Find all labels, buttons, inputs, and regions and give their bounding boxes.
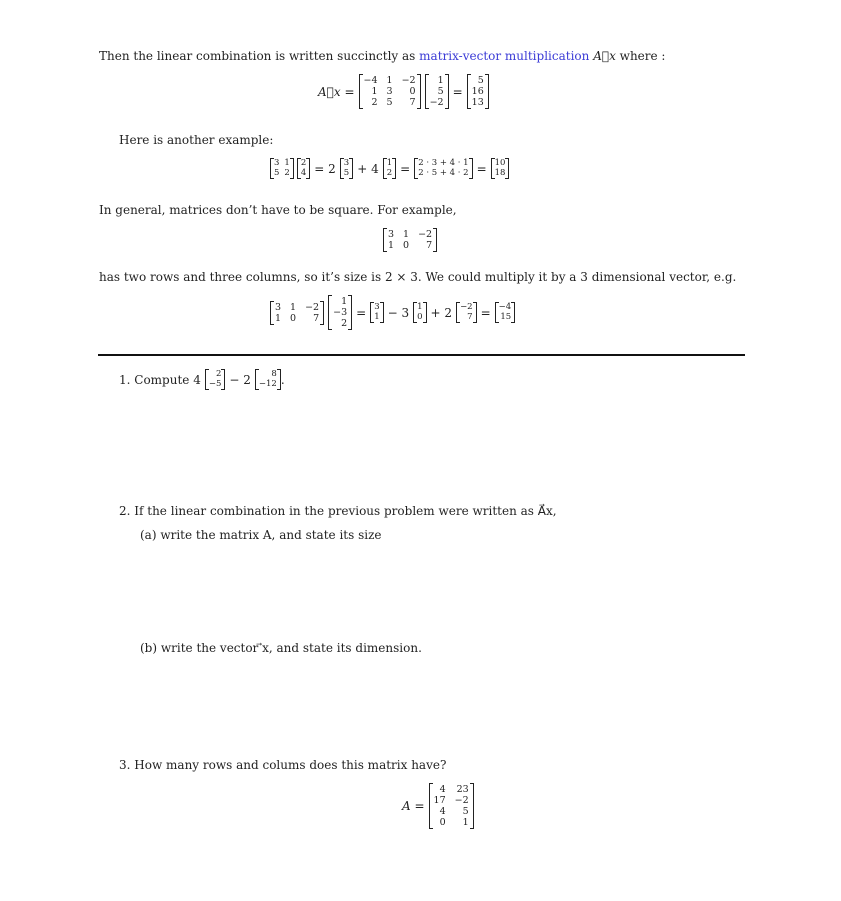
matrix-cell: −2: [305, 301, 320, 313]
equation-2: [270, 158, 509, 179]
problem-3-matrix-eq: [398, 783, 474, 829]
matrix-cell: 2: [284, 167, 290, 178]
rect-matrix: [383, 228, 437, 252]
p3-matrix: [429, 783, 474, 829]
eq3-col1: [370, 302, 383, 323]
eq1-lhs: A⃗x =: [318, 84, 355, 99]
eq3-minus3: − 3: [387, 305, 410, 320]
eq2-eq3: =: [476, 161, 487, 176]
matrix-cell: 8: [271, 369, 277, 379]
problem-2-stem: 2. If the linear combination in the previous problem were written as A⃗x,: [119, 504, 557, 518]
matrix-cell: 1: [462, 817, 469, 828]
matrix-cell: 1: [417, 302, 423, 312]
matrix-cell: 1: [437, 75, 444, 86]
problem-1: [119, 369, 285, 390]
eq3-result: [495, 302, 516, 323]
p1-vector-2: [255, 369, 281, 390]
eq2-plus: + 4: [357, 161, 379, 176]
eq3-eq2: =: [480, 305, 491, 320]
matrix-cell: 0: [403, 240, 410, 251]
problem-3-stem: 3. How many rows and colums does this matrix have?: [119, 758, 447, 772]
matrix-cell: 2: [386, 167, 393, 178]
matrix-cell: 1: [386, 75, 393, 86]
eq1-vector-b: [467, 74, 489, 109]
matrix-cell: 3: [343, 158, 350, 168]
rect-matrix-eq: [383, 228, 437, 252]
p1-end: .: [280, 372, 285, 387]
matrix-cell: 7: [409, 97, 416, 108]
eq2-eq1: = 2: [314, 161, 336, 176]
matrix-cell: 7: [426, 240, 433, 251]
matrix-cell: 5: [343, 167, 350, 178]
p1-label: 1. Compute 4: [119, 372, 201, 387]
eq3-col2: [413, 302, 426, 323]
matrix-cell: 4: [439, 784, 446, 795]
matrix-cell: −4: [363, 75, 378, 86]
matrix-cell: 2 · 3 + 4 · 1: [418, 158, 469, 168]
matrix-cell: 5: [274, 167, 280, 178]
matrix-cell: −2: [460, 302, 473, 312]
section-divider: [98, 354, 745, 356]
matrix-cell: 0: [417, 311, 423, 322]
matrix-cell: −5: [208, 378, 222, 389]
eq2-matrix: [270, 158, 294, 179]
matrix-cell: 0: [409, 86, 416, 97]
matrix-cell: 7: [313, 312, 320, 324]
matrix-cell: 13: [471, 97, 484, 108]
matrix-cell: 3: [388, 229, 395, 240]
matrix-cell: 5: [437, 86, 444, 97]
equation-3: [270, 295, 515, 330]
general-text: In general, matrices don’t have to be square. For example,: [99, 203, 457, 217]
matrix-cell: 1: [403, 229, 410, 240]
matrix-cell: 1: [341, 296, 348, 307]
intro-ax: A⃗x: [593, 49, 616, 63]
matrix-cell: 4: [300, 167, 307, 178]
eq2-vector: [297, 158, 310, 179]
p1-vector-1: [205, 369, 226, 390]
intro-pre: Then the linear combination is written succinctly as: [99, 49, 416, 63]
eq1-matrix-a: [359, 74, 421, 109]
matrix-cell: 3: [386, 86, 393, 97]
matrix-cell: 1: [371, 86, 378, 97]
matrix-cell: 1: [290, 301, 297, 313]
matrix-cell: 1: [388, 240, 395, 251]
matrix-cell: −2: [418, 229, 433, 240]
eq2-mid: [414, 158, 472, 179]
matrix-cell: 4: [439, 806, 446, 817]
matrix-cell: 15: [500, 311, 512, 322]
problem-2a: (a) write the matrix A, and state its size: [140, 528, 382, 542]
eq3-col3: [456, 302, 477, 323]
matrix-cell: 7: [467, 311, 473, 322]
eq2-eq2: =: [400, 161, 411, 176]
matrix-cell: 3: [274, 158, 280, 168]
matrix-cell: 2: [371, 97, 378, 108]
matrix-cell: 18: [494, 167, 506, 178]
matrix-cell: −2: [401, 75, 416, 86]
matrix-cell: 2: [215, 369, 222, 379]
matrix-cell: 2: [300, 158, 307, 168]
matrix-cell: 3: [374, 302, 380, 312]
matrix-cell: −2: [454, 795, 469, 806]
matrix-cell: −3: [333, 307, 348, 318]
eq3-vector: [328, 295, 352, 330]
eq2-col2: [383, 158, 396, 179]
matrix-cell: 1: [284, 158, 290, 168]
matrix-cell: 0: [290, 312, 297, 324]
problem-2b: (b) write the vector ⃗x, and state its dimension.: [140, 641, 422, 655]
matrix-cell: 0: [439, 817, 446, 828]
eq3-matrix: [270, 301, 324, 325]
p3-lhs: A =: [402, 799, 425, 813]
matrix-cell: −2: [429, 97, 444, 108]
matrix-cell: 1: [374, 311, 380, 322]
matrix-cell: 5: [477, 75, 484, 86]
equation-1: [314, 74, 489, 109]
matrix-cell: 10: [494, 158, 506, 168]
another-example-text: Here is another example:: [119, 133, 274, 147]
matrix-cell: 17: [433, 795, 446, 806]
matrix-cell: −4: [498, 302, 512, 312]
matrix-cell: 3: [275, 301, 282, 313]
matrix-cell: −12: [258, 378, 277, 389]
matrix-cell: 2 · 5 + 4 · 2: [418, 167, 469, 178]
eq1-vector-x: [425, 74, 449, 109]
matrix-vector-link[interactable]: matrix-vector multiplication: [419, 49, 590, 63]
eq2-result: [491, 158, 510, 179]
matrix-cell: 1: [275, 312, 282, 324]
eq3-plus2: + 2: [430, 305, 453, 320]
eq3-eq1: =: [356, 305, 367, 320]
matrix-cell: 5: [462, 806, 469, 817]
matrix-cell: 2: [341, 318, 348, 329]
matrix-cell: 5: [386, 97, 393, 108]
size-text: has two rows and three columns, so it’s size is 2 × 3. We could multiply it by a 3 dimensional vector, e.g.: [99, 270, 737, 284]
eq1-equals: =: [452, 84, 463, 99]
intro-line: [99, 49, 665, 63]
matrix-cell: 16: [471, 86, 484, 97]
matrix-cell: 1: [386, 158, 393, 168]
p1-op: − 2: [229, 372, 251, 387]
eq2-col1: [340, 158, 353, 179]
matrix-cell: 23: [456, 784, 469, 795]
intro-post: where :: [619, 49, 666, 63]
